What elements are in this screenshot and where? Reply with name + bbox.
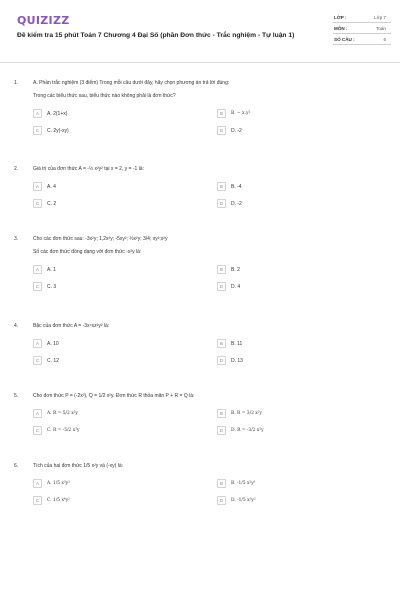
question-number: 2. [14, 166, 19, 172]
answer-option-b[interactable] [217, 108, 386, 119]
option-text: C. 3 [47, 283, 57, 290]
option-text: B. − x.y² [231, 111, 251, 116]
option-letter-box: C [33, 496, 42, 505]
quizizz-logo: QUIZIZZ [17, 14, 70, 27]
option-letter-box: A [33, 109, 42, 118]
option-text: C. 2y(-xy) [47, 127, 69, 134]
answer-option-a[interactable] [33, 108, 217, 119]
question-number: 5. [14, 393, 19, 399]
option-text: C. 1/5 x⁴y² [47, 498, 70, 503]
option-text: B. R = 3/2 x²y [231, 411, 262, 416]
question-subtext: Số các đơn thức đồng dạng với đơn thức -x²y là: [33, 249, 142, 255]
option-text: B. 11 [231, 340, 243, 347]
answer-options [33, 264, 386, 292]
option-text: D. -1/5 x³y² [231, 498, 256, 503]
option-letter-box: A [33, 265, 42, 274]
answer-option-b[interactable] [217, 408, 386, 419]
answer-options [33, 478, 386, 506]
option-text: D. -2 [231, 200, 242, 207]
option-text: A. R = 5/2 x²y [47, 411, 78, 416]
question-text: Giá trị của đơn thức A = -½ x²y² tại x = 2, y = -1 là: [33, 166, 144, 172]
answer-option-c[interactable] [33, 281, 217, 292]
option-letter-box: B [217, 479, 226, 488]
question-6 [14, 463, 386, 506]
question-3 [14, 236, 386, 292]
option-letter-box: C [33, 282, 42, 291]
answer-option-a[interactable] [33, 264, 217, 275]
option-text: D. -2 [231, 127, 242, 134]
question-1 [14, 80, 386, 136]
header-divider [0, 62, 400, 63]
answer-option-c[interactable] [33, 425, 217, 436]
option-text: B. -4 [231, 183, 242, 190]
question-text: Bậc của đơn thức A = -3x⁴xz²y² là: [33, 323, 110, 329]
class-value: Lớp 7 [374, 14, 386, 20]
answer-option-b[interactable] [217, 478, 386, 489]
answer-options [33, 181, 386, 209]
option-text: C. 12 [47, 357, 59, 364]
document-title: Đề kiểm tra 15 phút Toán 7 Chương 4 Đại Số (phần Đơn thức - Trắc nghiệm - Tự luận 1) [17, 32, 295, 39]
answer-option-c[interactable] [33, 355, 217, 366]
answer-option-c[interactable] [33, 125, 217, 136]
question-2 [14, 166, 386, 209]
question-text: A. Phần trắc nghiệm (3 điểm) Trong mỗi câu dưới đây, hãy chọn phương án trả lời đúng: [33, 80, 230, 86]
option-letter-box: D [217, 126, 226, 135]
option-letter-box: D [217, 496, 226, 505]
answer-option-d[interactable] [217, 125, 386, 136]
meta-row-count [333, 34, 391, 45]
option-letter-box: C [33, 356, 42, 365]
option-letter-box: B [217, 339, 226, 348]
answer-option-d[interactable] [217, 495, 386, 506]
answer-option-b[interactable] [217, 181, 386, 192]
subject-value: Toán [376, 25, 386, 31]
meta-row-subject [333, 23, 391, 34]
meta-row-class [333, 12, 391, 23]
answer-option-a[interactable] [33, 408, 217, 419]
option-text: D. 4 [231, 283, 241, 290]
question-text: Cho các đơn thức sau: -3x²y; 1,2x²y; -5xy²; ½x²y; 3/4; xy²;x²y [33, 236, 168, 242]
answer-options [33, 108, 386, 136]
answer-option-b[interactable] [217, 338, 386, 349]
question-5 [14, 393, 386, 436]
question-number: 6. [14, 463, 19, 469]
option-letter-box: B [217, 109, 226, 118]
answer-option-a[interactable] [33, 338, 217, 349]
option-letter-box: C [33, 426, 42, 435]
question-number: 1. [14, 80, 19, 86]
option-letter-box: D [217, 426, 226, 435]
answer-options [33, 408, 386, 436]
answer-options [33, 338, 386, 366]
option-letter-box: A [33, 409, 42, 418]
answer-option-b[interactable] [217, 264, 386, 275]
question-number: 3. [14, 236, 19, 242]
option-letter-box: C [33, 199, 42, 208]
question-number: 4. [14, 323, 19, 329]
option-text: A. 4 [47, 183, 56, 190]
option-text: D. R = -3/2 x²y [231, 428, 264, 433]
option-text: C. 2 [47, 200, 57, 207]
option-text: D. 13 [231, 357, 243, 364]
answer-option-c[interactable] [33, 198, 217, 209]
subject-label: MÔN : [334, 25, 348, 31]
option-letter-box: A [33, 479, 42, 488]
answer-option-c[interactable] [33, 495, 217, 506]
option-letter-box: B [217, 182, 226, 191]
option-letter-box: A [33, 339, 42, 348]
option-letter-box: D [217, 199, 226, 208]
question-text: Cho đơn thức P = (-2x²), Q = 1/2 x²y. Đơn thức R thỏa mãn P + R = Q là: [33, 393, 195, 399]
option-letter-box: D [217, 282, 226, 291]
question-4 [14, 323, 386, 366]
answer-option-d[interactable] [217, 281, 386, 292]
option-text: A. 10 [47, 340, 59, 347]
option-text: A. 1/5 x³y² [47, 481, 70, 486]
option-text: A. 1 [47, 266, 56, 273]
option-text: B. -1/5 x²y³ [231, 481, 256, 486]
answer-option-a[interactable] [33, 478, 217, 489]
option-letter-box: C [33, 126, 42, 135]
question-subtext: Trong các biểu thức sau, biểu thức nào không phải là đơn thức? [33, 93, 176, 99]
meta-box [333, 12, 391, 45]
class-label: LỚP : [334, 14, 347, 20]
option-letter-box: B [217, 265, 226, 274]
option-letter-box: A [33, 182, 42, 191]
option-text: A. 2(1+x) [47, 110, 68, 117]
option-text: B. 2 [231, 266, 240, 273]
answer-option-d[interactable] [217, 355, 386, 366]
option-text: C. R = -5/2 x²y [47, 428, 80, 433]
question-text: Tích của hai đơn thức 1/5 x²y và (-xy) là: [33, 463, 123, 469]
answer-option-d[interactable] [217, 198, 386, 209]
option-letter-box: B [217, 409, 226, 418]
answer-option-a[interactable] [33, 181, 217, 192]
option-letter-box: D [217, 356, 226, 365]
answer-option-d[interactable] [217, 425, 386, 436]
question-count-label: SỐ CÂU : [334, 36, 355, 42]
question-count-value: 6 [383, 36, 386, 42]
